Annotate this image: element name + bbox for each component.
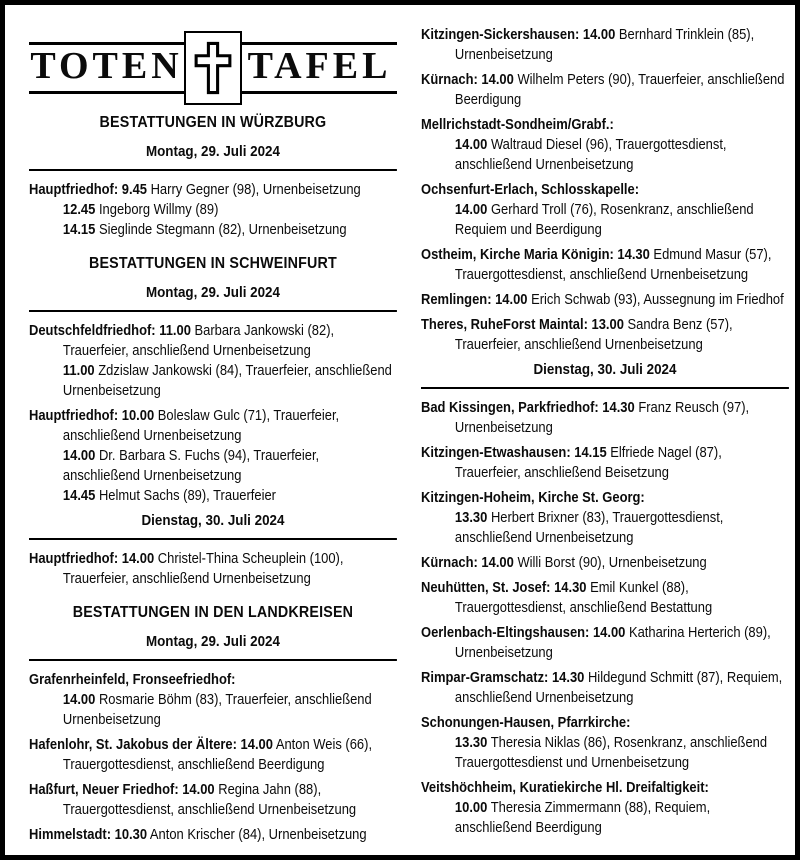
section-heading: BESTATTUNGEN IN SCHWEINFURT (88, 255, 337, 272)
entry (29, 670, 397, 730)
entry-time: 14.15 (62, 222, 96, 238)
latin-cross-icon (184, 31, 242, 105)
entry-location-time: Neuhütten, St. Josef: 14.30 (421, 580, 587, 596)
entry (421, 443, 789, 483)
entry-item: 12.45 Ingeborg Willmy (89) (62, 202, 219, 218)
entry (29, 735, 397, 775)
entry-location-time: Remlingen: 14.00 (421, 292, 528, 308)
entry (421, 398, 789, 438)
entry-item: Hauptfriedhof: 9.45 Harry Gegner (98), Urnenbeisetzung (29, 182, 361, 198)
entry-time: 14.00 (454, 202, 488, 218)
entry (421, 578, 789, 618)
entry-location-time: Hafenlohr, St. Jakobus der Ältere: 14.00 (29, 737, 273, 753)
entry-location-time: Oerlenbach-Eltingshausen: 14.00 (421, 625, 626, 641)
entry-location-time: Haßfurt, Neuer Friedhof: 14.00 (29, 782, 215, 798)
date-rule (421, 387, 789, 389)
logo-word-toten: TOTEN (30, 45, 183, 87)
entry-item: 13.30 Herbert Brixner (83), Trauergottesdienst, anschließend Urnenbeisetzung (454, 510, 724, 546)
date-heading: Montag, 29. Juli 2024 (145, 143, 280, 160)
entry-location-time: Theres, RuheForst Maintal: 13.00 (421, 317, 624, 333)
entry (29, 406, 397, 506)
entry (29, 780, 397, 820)
entry-item: Kürnach: 14.00 Willi Borst (90), Urnenbeisetzung (421, 555, 707, 571)
entry (421, 70, 789, 110)
entry-item: Himmelstadt: 10.30 Anton Krischer (84), Urnenbeisetzung (29, 827, 367, 843)
entry (421, 713, 789, 773)
section-heading: BESTATTUNGEN IN WÜRZBURG (99, 114, 327, 131)
entry (421, 778, 789, 838)
date-heading: Dienstag, 30. Juli 2024 (141, 512, 285, 529)
entry-item: 14.00 Dr. Barbara S. Fuchs (94), Trauerfeier, anschließend Urnenbeisetzung (62, 448, 320, 484)
date-heading: Montag, 29. Juli 2024 (145, 633, 280, 650)
entry (421, 623, 789, 663)
entry-location-time: Rimpar-Gramschatz: 14.30 (421, 670, 585, 686)
entry (421, 180, 789, 240)
entry (29, 825, 397, 845)
entry-time: 14.00 (62, 692, 96, 708)
entry-location-time: Hauptfriedhof: 10.00 (29, 408, 155, 424)
entry-item: 14.00 Rosmarie Böhm (83), Trauerfeier, anschließend Urnenbeisetzung (62, 692, 372, 728)
date-rule (29, 169, 397, 171)
entry (421, 245, 789, 285)
entry-location: Mellrichstadt-Sondheim/Grabf.: (421, 117, 614, 133)
entry-item: Deutschfeldfriedhof: 11.00 Barbara Jankowski (82), Trauerfeier, anschließend Urnenbeisetzung (29, 323, 335, 359)
entry-item: Theres, RuheForst Maintal: 13.00 Sandra Benz (57), Trauerfeier, anschließend Urnenbeisetzung (421, 317, 733, 353)
column-left-blocks (29, 113, 397, 845)
entry-location-time: Bad Kissingen, Parkfriedhof: 14.30 (421, 400, 635, 416)
entry-location-time: Hauptfriedhof: 14.00 (29, 551, 155, 567)
entry-item: Rimpar-Gramschatz: 14.30 Hildegund Schmitt (87), Requiem, anschließend Urnenbeisetzung (421, 670, 783, 706)
entry (421, 25, 789, 65)
entry (421, 668, 789, 708)
entry-location-time: Kitzingen-Etwashausen: 14.15 (421, 445, 607, 461)
date-rule (29, 310, 397, 312)
entry-item: 11.00 Zdzislaw Jankowski (84), Trauerfeier, anschließend Urnenbeisetzung (62, 363, 392, 399)
entry-item: Neuhütten, St. Josef: 14.30 Emil Kunkel (88), Trauergottesdienst, anschließend Bestattung (421, 580, 713, 616)
logo-word-tafel: TAFEL (247, 45, 392, 87)
entry-item: Oerlenbach-Eltingshausen: 14.00 Katharina Herterich (89), Urnenbeisetzung (421, 625, 771, 661)
entry (29, 549, 397, 589)
entry (29, 180, 397, 240)
entry-location: Schonungen-Hausen, Pfarrkirche: (421, 715, 631, 731)
date-heading: Montag, 29. Juli 2024 (145, 284, 280, 301)
entry-item: Kitzingen-Etwashausen: 14.15 Elfriede Nagel (87), Trauerfeier, anschließend Beisetzung (421, 445, 722, 481)
entry-item: Hauptfriedhof: 10.00 Boleslaw Gulc (71), Trauerfeier, anschließend Urnenbeisetzung (29, 408, 340, 444)
entry-location-time: Ostheim, Kirche Maria Königin: 14.30 (421, 247, 650, 263)
entry-item: Kitzingen-Sickershausen: 14.00 Bernhard Trinklein (85), Urnenbeisetzung (421, 27, 755, 63)
entry-location-time: Hauptfriedhof: 9.45 (29, 182, 147, 198)
entry (421, 115, 789, 175)
entry-time: 13.30 (454, 510, 488, 526)
entry-item: Haßfurt, Neuer Friedhof: 14.00 Regina Jahn (88), Trauergottesdienst, anschließend Urnenbeisetzung (29, 782, 357, 818)
entry-item: 14.15 Sieglinde Stegmann (82), Urnenbeisetzung (62, 222, 347, 238)
entry-location-time: Himmelstadt: 10.30 (29, 827, 148, 843)
entry-item: 13.30 Theresia Niklas (86), Rosenkranz, anschließend Trauergottesdienst und Urnenbeisetzung (454, 735, 768, 771)
entry-location-time: Kitzingen-Sickershausen: 14.00 (421, 27, 616, 43)
entry (421, 488, 789, 548)
entry-item: Kürnach: 14.00 Wilhelm Peters (90), Trauerfeier, anschließend Beerdigung (421, 72, 785, 108)
entry (421, 553, 789, 573)
entry-time: 14.00 (62, 448, 96, 464)
entry-item: Hafenlohr, St. Jakobus der Ältere: 14.00 Anton Weis (66), Trauergottesdienst, anschließend Beerdigung (29, 737, 373, 773)
entry-location-time: Deutschfeldfriedhof: 11.00 (29, 323, 191, 339)
entry-location: Grafenrheinfeld, Fronseefriedhof: (29, 672, 236, 688)
column-right-blocks (421, 25, 789, 838)
entry (421, 315, 789, 355)
section-heading: BESTATTUNGEN IN DEN LANDKREISEN (72, 604, 354, 621)
entry-item: 14.45 Helmut Sachs (89), Trauerfeier (62, 488, 276, 504)
date-heading: Dienstag, 30. Juli 2024 (533, 361, 677, 378)
entry-time: 14.00 (454, 137, 488, 153)
entry-time: 10.00 (454, 800, 488, 816)
logo-row (29, 31, 397, 105)
entry-location: Ochsenfurt-Erlach, Schlosskapelle: (421, 182, 640, 198)
entry-time: 12.45 (62, 202, 96, 218)
entry-item: Remlingen: 14.00 Erich Schwab (93), Aussegnung im Friedhof (421, 292, 784, 308)
totentafel-logo (29, 31, 397, 105)
entry-time: 14.45 (62, 488, 96, 504)
date-rule (29, 538, 397, 540)
entry-location: Veitshöchheim, Kuratiekirche Hl. Dreifaltigkeit: (421, 780, 709, 796)
entry-item: 14.00 Gerhard Troll (76), Rosenkranz, anschließend Requiem und Beerdigung (454, 202, 754, 238)
entry (421, 290, 789, 310)
entry-location-time: Kürnach: 14.00 (421, 555, 514, 571)
column-right (421, 25, 789, 849)
entry-item: Hauptfriedhof: 14.00 Christel-Thina Scheuplein (100), Trauerfeier, anschließend Urnenbeisetzung (29, 551, 344, 587)
entry-time: 13.30 (454, 735, 488, 751)
date-rule (29, 659, 397, 661)
entry-location: Kitzingen-Hoheim, Kirche St. Georg: (421, 490, 645, 506)
entry-time: 11.00 (62, 363, 95, 379)
entry (29, 321, 397, 401)
entry-item: Ostheim, Kirche Maria Königin: 14.30 Edmund Masur (57), Trauergottesdienst, anschließend Urnenbeisetzung (421, 247, 772, 283)
entry-item: 14.00 Waltraud Diesel (96), Trauergottesdienst, anschließend Urnenbeisetzung (454, 137, 727, 173)
entry-item: Bad Kissingen, Parkfriedhof: 14.30 Franz Reusch (97), Urnenbeisetzung (421, 400, 750, 436)
entry-item: 10.00 Theresia Zimmermann (88), Requiem, anschließend Beerdigung (454, 800, 711, 836)
column-left (29, 25, 397, 849)
entry-location-time: Kürnach: 14.00 (421, 72, 514, 88)
